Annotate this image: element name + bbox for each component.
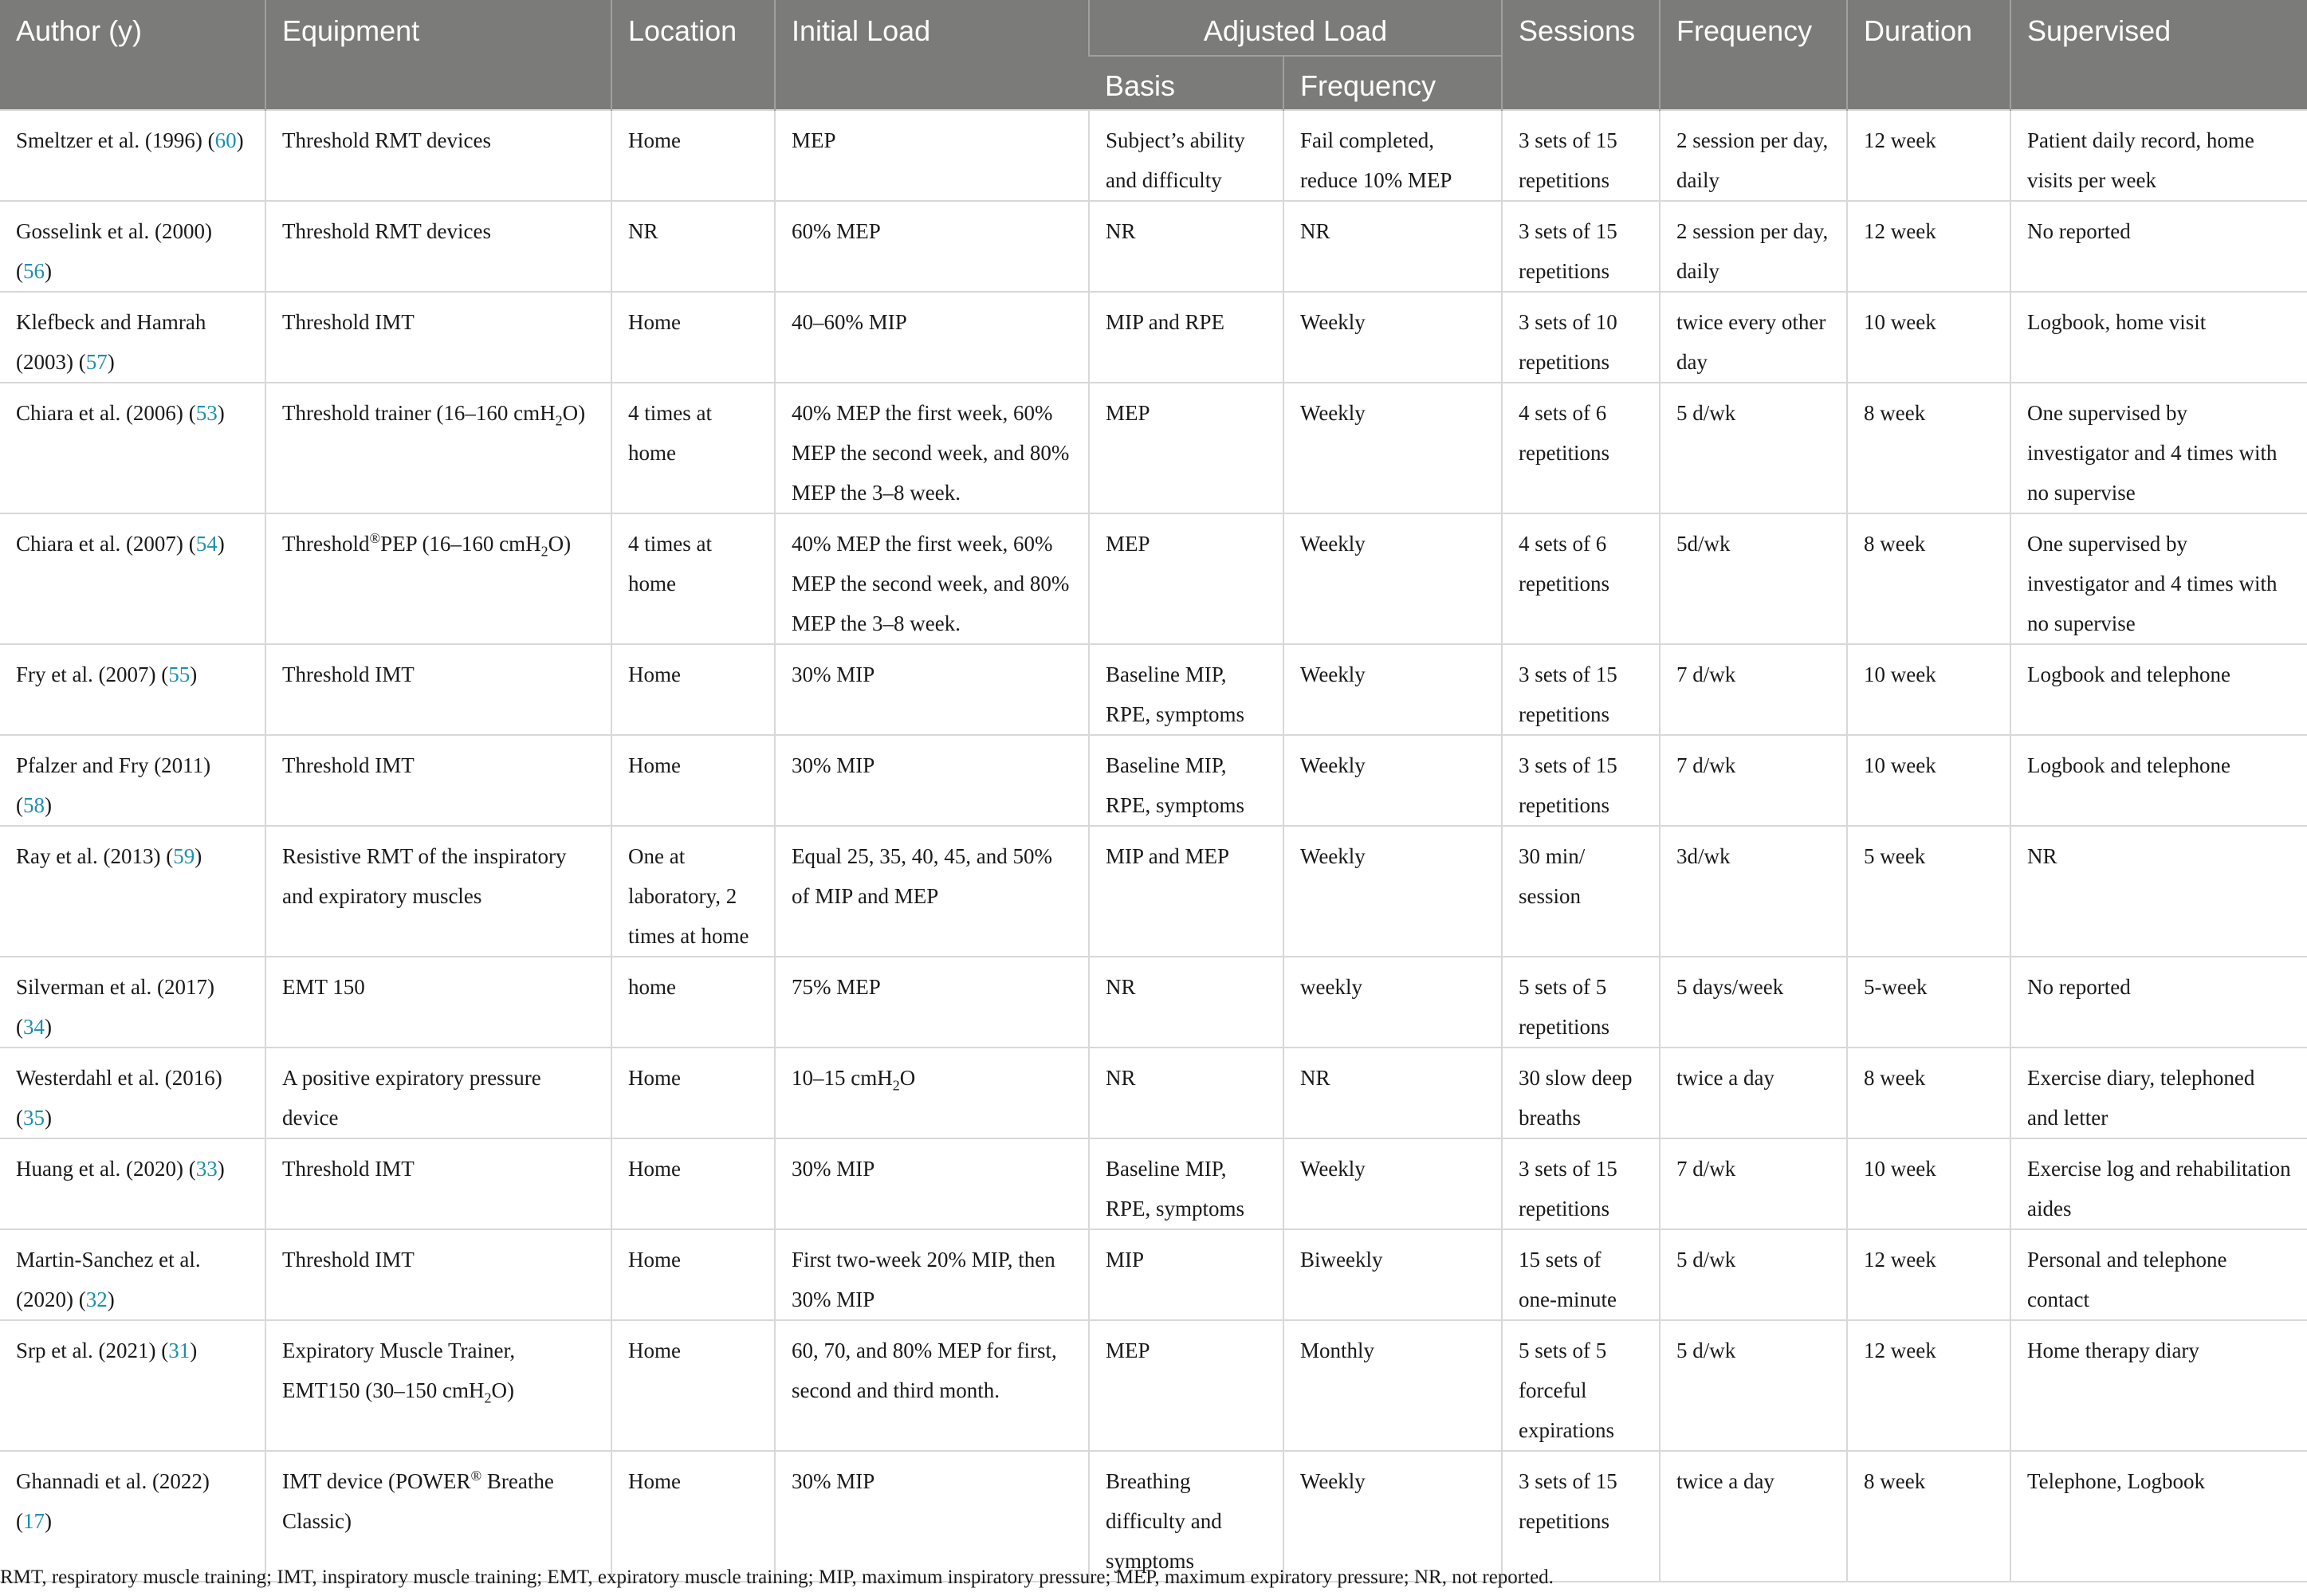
location-cell: Home: [611, 1229, 775, 1320]
author-text: Smeltzer et al. (1996): [16, 128, 202, 152]
supervised-cell: No reported: [2010, 957, 2307, 1048]
table-header: [0, 0, 2307, 110]
equipment-cell: A positive expiratory pressure device: [265, 1048, 611, 1138]
header-basis: Basis: [1089, 56, 1283, 110]
table-row: [0, 1229, 2307, 1320]
duration-cell: 10 week: [1847, 292, 2010, 383]
location-cell: One at laboratory, 2 times at home: [611, 826, 775, 957]
initial-load-cell: 30% MIP: [775, 735, 1089, 826]
duration-cell: 5-week: [1847, 957, 2010, 1048]
equipment-cell: [265, 1451, 611, 1582]
duration-cell: 12 week: [1847, 1229, 2010, 1320]
frequency-cell: 7 d/wk: [1660, 1138, 1847, 1229]
equipment-cell: EMT 150: [265, 957, 611, 1048]
initial-load-cell: [775, 1048, 1089, 1138]
adjusted-frequency-cell: Weekly: [1283, 1451, 1502, 1582]
duration-cell: 8 week: [1847, 1451, 2010, 1582]
table-row: [0, 1048, 2307, 1138]
frequency-cell: 5 d/wk: [1660, 1320, 1847, 1451]
author-text: Huang et al. (2020): [16, 1157, 183, 1181]
subscript: 2: [484, 1390, 492, 1406]
header-author: Author (y): [0, 0, 265, 110]
equipment-cell: Threshold IMT: [265, 1229, 611, 1320]
author-cell: Pfalzer and Fry (2011) (58): [0, 735, 265, 826]
basis-cell: MIP and MEP: [1089, 826, 1283, 957]
author-cell: Ray et al. (2013) (59): [0, 826, 265, 957]
location-cell: 4 times at home: [611, 513, 775, 644]
author-text: Ghannadi et al. (2022): [16, 1469, 210, 1493]
reference-link[interactable]: 35: [23, 1106, 45, 1130]
initial-load-text: 10–15 cmH: [792, 1066, 893, 1090]
duration-cell: 5 week: [1847, 826, 2010, 957]
basis-cell: Baseline MIP, RPE, symptoms: [1089, 644, 1283, 735]
initial-load-cell: MEP: [775, 110, 1089, 201]
adjusted-frequency-cell: Weekly: [1283, 292, 1502, 383]
author-text: Chiara et al. (2007): [16, 532, 183, 556]
location-cell: Home: [611, 110, 775, 201]
equipment-cell: Resistive RMT of the inspiratory and expiratory muscles: [265, 826, 611, 957]
subscript: 2: [555, 412, 563, 429]
equipment-cell: Threshold IMT: [265, 644, 611, 735]
sessions-cell: 5 sets of 5 repetitions: [1502, 957, 1660, 1048]
table-row: [0, 513, 2307, 644]
header-location: Location: [611, 0, 775, 110]
supervised-cell: Home therapy diary: [2010, 1320, 2307, 1451]
author-text: Pfalzer and Fry (2011): [16, 753, 211, 777]
reference-link[interactable]: 32: [85, 1287, 108, 1311]
sessions-cell: 30 slow deep breaths: [1502, 1048, 1660, 1138]
initial-load-cell: 75% MEP: [775, 957, 1089, 1048]
supervised-cell: Telephone, Logbook: [2010, 1451, 2307, 1582]
frequency-cell: 7 d/wk: [1660, 735, 1847, 826]
frequency-cell: 7 d/wk: [1660, 644, 1847, 735]
location-cell: Home: [611, 292, 775, 383]
sessions-cell: 3 sets of 15 repetitions: [1502, 1138, 1660, 1229]
adjusted-frequency-cell: Weekly: [1283, 644, 1502, 735]
location-cell: NR: [611, 201, 775, 292]
location-cell: 4 times at home: [611, 383, 775, 513]
table-row: [0, 110, 2307, 201]
location-cell: Home: [611, 1138, 775, 1229]
frequency-cell: 2 session per day, daily: [1660, 201, 1847, 292]
duration-cell: 12 week: [1847, 1320, 2010, 1451]
table-row: [0, 383, 2307, 513]
basis-cell: Baseline MIP, RPE, symptoms: [1089, 735, 1283, 826]
basis-cell: MEP: [1089, 513, 1283, 644]
adjusted-frequency-cell: Weekly: [1283, 383, 1502, 513]
equipment-text: IMT device (POWER: [282, 1469, 471, 1493]
basis-cell: MIP: [1089, 1229, 1283, 1320]
frequency-cell: 5 d/wk: [1660, 383, 1847, 513]
adjusted-frequency-cell: NR: [1283, 201, 1502, 292]
author-text: Silverman et al. (2017): [16, 975, 214, 999]
equipment-text-mid: PEP (16–160 cmH: [380, 532, 541, 556]
frequency-cell: twice every other day: [1660, 292, 1847, 383]
equipment-cell: Threshold IMT: [265, 292, 611, 383]
frequency-cell: 5 d/wk: [1660, 1229, 1847, 1320]
header-initial-load: Initial Load: [775, 0, 1089, 110]
header-supervised: Supervised: [2010, 0, 2307, 110]
adjusted-frequency-cell: Weekly: [1283, 826, 1502, 957]
sessions-cell: 3 sets of 15 repetitions: [1502, 735, 1660, 826]
frequency-cell: 5d/wk: [1660, 513, 1847, 644]
author-cell: Ghannadi et al. (2022) (17): [0, 1451, 265, 1582]
basis-cell: NR: [1089, 1048, 1283, 1138]
duration-cell: 10 week: [1847, 644, 2010, 735]
equipment-text-end: O): [491, 1378, 514, 1402]
initial-load-cell: Equal 25, 35, 40, 45, and 50% of MIP and MEP: [775, 826, 1089, 957]
registered-mark: ®: [470, 1468, 482, 1484]
location-cell: Home: [611, 1048, 775, 1138]
table-row: [0, 292, 2307, 383]
author-cell: Smeltzer et al. (1996) (60): [0, 110, 265, 201]
table-row: [0, 957, 2307, 1048]
reference-link[interactable]: 55: [168, 662, 191, 686]
duration-cell: 8 week: [1847, 1048, 2010, 1138]
equipment-text: Threshold trainer (16–160 cmH: [282, 401, 556, 425]
basis-cell: MIP and RPE: [1089, 292, 1283, 383]
duration-cell: 8 week: [1847, 383, 2010, 513]
header-duration: Duration: [1847, 0, 2010, 110]
equipment-text: Threshold: [282, 532, 370, 556]
supervised-cell: NR: [2010, 826, 2307, 957]
author-cell: Silverman et al. (2017) (34): [0, 957, 265, 1048]
sessions-cell: 30 min/ session: [1502, 826, 1660, 957]
sessions-cell: 3 sets of 15 repetitions: [1502, 201, 1660, 292]
supervised-cell: One supervised by investigator and 4 times with no supervise: [2010, 513, 2307, 644]
sessions-cell: 3 sets of 15 repetitions: [1502, 110, 1660, 201]
sessions-cell: 3 sets of 10 repetitions: [1502, 292, 1660, 383]
table-footnote: RMT, respiratory muscle training; IMT, inspiratory muscle training; EMT, expiratory muscle training; MIP, maximum inspiratory pressure; MEP, maximum expiratory pressure; NR, not reported.: [0, 1567, 1554, 1588]
author-text: Gosselink et al. (2000): [16, 219, 212, 243]
adjusted-frequency-cell: Monthly: [1283, 1320, 1502, 1451]
equipment-text-end: Breathe Classic): [282, 1469, 554, 1533]
table-row: [0, 1138, 2307, 1229]
reference-link[interactable]: 60: [214, 128, 237, 152]
equipment-cell: Threshold RMT devices: [265, 110, 611, 201]
initial-load-cell: 60, 70, and 80% MEP for first, second and third month.: [775, 1320, 1089, 1451]
table-row: [0, 1451, 2307, 1582]
equipment-cell: Threshold IMT: [265, 1138, 611, 1229]
basis-cell: Subject’s ability and difficulty: [1089, 110, 1283, 201]
frequency-cell: twice a day: [1660, 1048, 1847, 1138]
reference-link[interactable]: 53: [195, 401, 218, 425]
location-cell: Home: [611, 1320, 775, 1451]
subscript: 2: [892, 1077, 900, 1094]
adjusted-frequency-cell: Weekly: [1283, 735, 1502, 826]
author-cell: Klefbeck and Hamrah (2003) (57): [0, 292, 265, 383]
location-cell: home: [611, 957, 775, 1048]
duration-cell: 8 week: [1847, 513, 2010, 644]
author-cell: Westerdahl et al. (2016) (35): [0, 1048, 265, 1138]
header-frequency: Frequency: [1660, 0, 1847, 110]
table-body: [0, 110, 2307, 1582]
supervised-cell: No reported: [2010, 201, 2307, 292]
table-row: [0, 1320, 2307, 1451]
initial-load-text-end: O: [899, 1066, 916, 1090]
author-text: Srp et al. (2021): [16, 1339, 156, 1362]
adjusted-frequency-cell: weekly: [1283, 957, 1502, 1048]
reference-link[interactable]: 56: [23, 259, 45, 283]
equipment-text-end: O): [548, 532, 572, 556]
equipment-cell: Threshold RMT devices: [265, 201, 611, 292]
duration-cell: 10 week: [1847, 735, 2010, 826]
duration-cell: 10 week: [1847, 1138, 2010, 1229]
author-cell: Chiara et al. (2006) (53): [0, 383, 265, 513]
sessions-cell: 3 sets of 15 repetitions: [1502, 644, 1660, 735]
supervised-cell: Logbook, home visit: [2010, 292, 2307, 383]
author-cell: Huang et al. (2020) (33): [0, 1138, 265, 1229]
initial-load-cell: First two-week 20% MIP, then 30% MIP: [775, 1229, 1089, 1320]
reference-link[interactable]: 31: [168, 1339, 191, 1362]
adjusted-frequency-cell: Fail completed, reduce 10% MEP: [1283, 110, 1502, 201]
equipment-text: Expiratory Muscle Trainer, EMT150 (30–150 cmH: [282, 1339, 516, 1402]
header-equipment: Equipment: [265, 0, 611, 110]
supervised-cell: Logbook and telephone: [2010, 735, 2307, 826]
equipment-cell: Threshold IMT: [265, 735, 611, 826]
header-adjusted-load: Adjusted Load: [1089, 0, 1502, 56]
sessions-cell: 4 sets of 6 repetitions: [1502, 383, 1660, 513]
supervised-cell: Exercise log and rehabilitation aides: [2010, 1138, 2307, 1229]
basis-cell: MEP: [1089, 383, 1283, 513]
frequency-cell: 3d/wk: [1660, 826, 1847, 957]
reference-link[interactable]: 17: [23, 1509, 45, 1533]
initial-load-cell: 40% MEP the first week, 60% MEP the second week, and 80% MEP the 3–8 week.: [775, 513, 1089, 644]
location-cell: Home: [611, 1451, 775, 1582]
sessions-cell: 4 sets of 6 repetitions: [1502, 513, 1660, 644]
registered-mark: ®: [369, 530, 381, 546]
adjusted-frequency-cell: Weekly: [1283, 1138, 1502, 1229]
basis-cell: NR: [1089, 201, 1283, 292]
frequency-cell: 5 days/week: [1660, 957, 1847, 1048]
reference-link[interactable]: 58: [23, 793, 45, 817]
sessions-cell: 15 sets of one-minute: [1502, 1229, 1660, 1320]
table-row: [0, 826, 2307, 957]
reference-link[interactable]: 57: [85, 350, 108, 374]
initial-load-cell: 30% MIP: [775, 1138, 1089, 1229]
author-cell: Martin-Sanchez et al. (2020) (32): [0, 1229, 265, 1320]
duration-cell: 12 week: [1847, 110, 2010, 201]
initial-load-cell: 40–60% MIP: [775, 292, 1089, 383]
author-cell: Gosselink et al. (2000) (56): [0, 201, 265, 292]
frequency-cell: twice a day: [1660, 1451, 1847, 1582]
author-text: Klefbeck and Hamrah (2003): [16, 310, 206, 374]
duration-cell: 12 week: [1847, 201, 2010, 292]
author-text: Fry et al. (2007): [16, 662, 156, 686]
initial-load-cell: 30% MIP: [775, 644, 1089, 735]
location-cell: Home: [611, 735, 775, 826]
author-text: Westerdahl et al. (2016): [16, 1066, 222, 1090]
basis-cell: MEP: [1089, 1320, 1283, 1451]
reference-link[interactable]: 33: [195, 1157, 218, 1181]
initial-load-cell: 40% MEP the first week, 60% MEP the second week, and 80% MEP the 3–8 week.: [775, 383, 1089, 513]
initial-load-cell: 60% MEP: [775, 201, 1089, 292]
basis-cell: Breathing difficulty and symptoms: [1089, 1451, 1283, 1582]
supervised-cell: Logbook and telephone: [2010, 644, 2307, 735]
author-cell: Chiara et al. (2007) (54): [0, 513, 265, 644]
frequency-cell: 2 session per day, daily: [1660, 110, 1847, 201]
reference-link[interactable]: 34: [23, 1015, 45, 1039]
author-cell: Srp et al. (2021) (31): [0, 1320, 265, 1451]
initial-load-cell: 30% MIP: [775, 1451, 1089, 1582]
supervised-cell: Patient daily record, home visits per week: [2010, 110, 2307, 201]
equipment-text-end: O): [562, 401, 586, 425]
equipment-cell: [265, 383, 611, 513]
location-cell: Home: [611, 644, 775, 735]
adjusted-frequency-cell: Biweekly: [1283, 1229, 1502, 1320]
header-adjusted-frequency: Frequency: [1283, 56, 1502, 110]
equipment-cell: [265, 1320, 611, 1451]
table-row: [0, 735, 2307, 826]
basis-cell: Baseline MIP, RPE, symptoms: [1089, 1138, 1283, 1229]
supervised-cell: One supervised by investigator and 4 times with no supervise: [2010, 383, 2307, 513]
table-row: [0, 201, 2307, 292]
basis-cell: NR: [1089, 957, 1283, 1048]
sessions-cell: 3 sets of 15 repetitions: [1502, 1451, 1660, 1582]
sessions-cell: 5 sets of 5 forceful expirations: [1502, 1320, 1660, 1451]
supervised-cell: Personal and telephone contact: [2010, 1229, 2307, 1320]
supervised-cell: Exercise diary, telephoned and letter: [2010, 1048, 2307, 1138]
author-text: Chiara et al. (2006): [16, 401, 183, 425]
reference-link[interactable]: 54: [195, 532, 218, 556]
equipment-cell: [265, 513, 611, 644]
author-cell: Fry et al. (2007) (55): [0, 644, 265, 735]
table-row: [0, 644, 2307, 735]
adjusted-frequency-cell: NR: [1283, 1048, 1502, 1138]
author-text: Ray et al. (2013): [16, 844, 161, 868]
reference-link[interactable]: 59: [173, 844, 195, 868]
adjusted-frequency-cell: Weekly: [1283, 513, 1502, 644]
header-sessions: Sessions: [1502, 0, 1660, 110]
subscript: 2: [540, 543, 548, 560]
author-text: Martin-Sanchez et al. (2020): [16, 1248, 201, 1311]
